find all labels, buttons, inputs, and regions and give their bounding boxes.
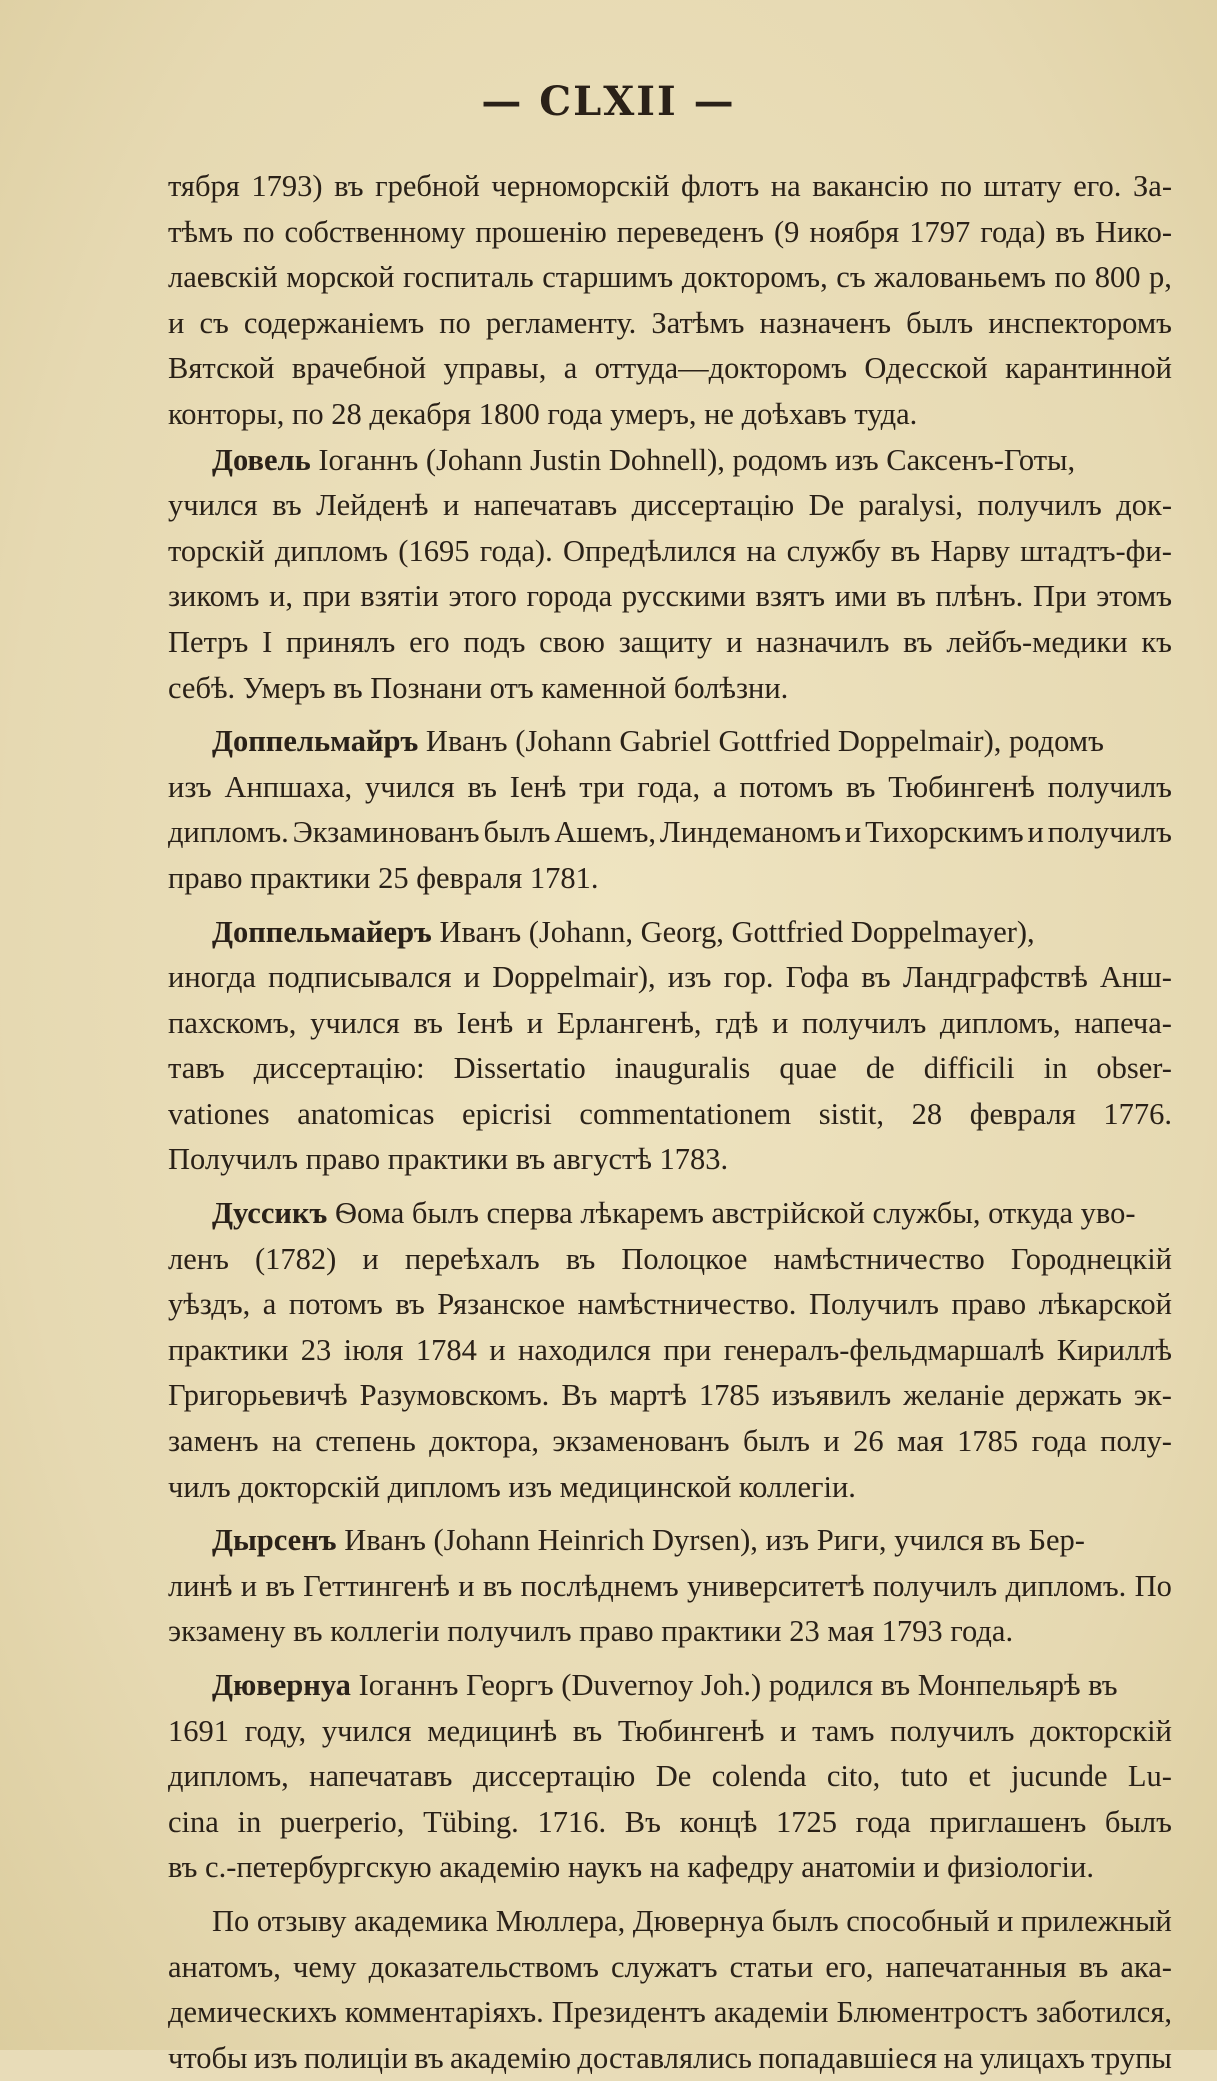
- text-line: уѣздъ, а потомъ въ Рязанское намѣстничество. Получилъ право лѣкарской: [168, 1287, 1172, 1322]
- paragraph-continuation: [168, 164, 1172, 438]
- text-line: демическихъ комментаріяхъ. Президентъ академіи Блюментростъ заботился,: [168, 1995, 1172, 2030]
- text-line: конторы, по 28 декабря 1800 года умеръ, не доѣхавъ туда.: [168, 396, 918, 431]
- text-line: себѣ. Умеръ въ Познани отъ каменной болѣзни.: [168, 670, 789, 705]
- text-line: и съ содержаніемъ по регламенту. Затѣмъ назначенъ былъ инспекторомъ: [168, 305, 1172, 340]
- text-line: ленъ (1782) и переѣхалъ въ Полоцкое намѣстничество Городнецкій: [168, 1241, 1172, 1276]
- text-line: [168, 1518, 1172, 1564]
- text-line: тября 1793) въ гребной черноморскій флотъ на вакансію по штату его. За-: [168, 169, 1172, 203]
- text-line: тѣмъ по собственному прошенію переведенъ (9 ноября 1797 года) въ Нико-: [168, 214, 1172, 249]
- text-line: 1691 году, учился медицинѣ въ Тюбингенѣ и тамъ получилъ докторскій: [168, 1713, 1172, 1748]
- text-line: торскій дипломъ (1695 года). Опредѣлился на службу въ Нарву штадтъ-фи-: [168, 533, 1172, 568]
- text-line: зикомъ и, при взятіи этого города русскими взятъ ими въ плѣнъ. При этомъ: [168, 579, 1172, 614]
- text-line: тавъ диссертацію: Dissertatio inauguralis quae de difficili in obser-: [168, 1051, 1172, 1086]
- body-text: [168, 164, 1172, 2081]
- text-line: Вятской врачебной управы, а оттуда—докторомъ Одесской карантинной: [168, 351, 1172, 386]
- entry-dyrsen: [168, 1518, 1172, 1655]
- entry-dussik: [168, 1191, 1172, 1510]
- text-line: чилъ докторскій дипломъ изъ медицинской коллегіи.: [168, 1469, 856, 1504]
- paragraph-mueller: [168, 1899, 1172, 2081]
- text-line: линѣ и въ Геттингенѣ и въ послѣднемъ университетѣ получилъ дипломъ. По: [168, 1568, 1172, 1603]
- entry-duvernoy: [168, 1663, 1172, 1891]
- page-number: — CLXII —: [481, 78, 736, 125]
- entry-first-line: Иванъ (Johann Heinrich Dyrsen), изъ Риги, учился въ Бер-: [344, 1523, 1085, 1558]
- text-line: vationes anatomicas epicrisi commentationem sistit, 28 февраля 1776.: [168, 1096, 1172, 1131]
- text-line: cina in puerperio, Tübing. 1716. Въ концѣ 1725 года приглашенъ былъ: [168, 1804, 1172, 1839]
- text-line: иногда подписывался и Doppelmair), изъ гор. Гофа въ Ландграфствѣ Анш-: [168, 960, 1172, 995]
- entry-term: Доппельмайеръ: [212, 914, 432, 949]
- entry-term: Дювернуа: [212, 1668, 351, 1702]
- text-line: учился въ Лейденѣ и напечатавъ диссертацію De paralysi, получилъ док-: [168, 488, 1172, 523]
- entry-first-line: Иванъ (Johann, Georg, Gottfried Doppelmayer),: [439, 914, 1035, 949]
- text-line: пахскомъ, учился въ Іенѣ и Ерлангенѣ, гдѣ и получилъ дипломъ, напеча-: [168, 1005, 1172, 1040]
- entry-term: Дырсенъ: [212, 1523, 337, 1558]
- text-line: [168, 438, 1172, 484]
- text-line: изъ Анпшаха, учился въ Іенѣ три года, а потомъ въ Тюбингенѣ получилъ: [168, 769, 1172, 804]
- text-line: По отзыву академика Мюллера, Дювернуа былъ способный и прилежный: [212, 1903, 1172, 1938]
- entry-term: Доппельмайръ: [212, 724, 419, 759]
- text-line: Петръ I принялъ его подъ свою защиту и назначилъ въ лейбъ-медики къ: [168, 624, 1172, 659]
- text-line: лаевскій морской госпиталь старшимъ докторомъ, съ жалованьемъ по 800 р,: [168, 260, 1172, 295]
- text-line: Получилъ право практики въ августѣ 1783.: [168, 1142, 729, 1177]
- text-line: [168, 719, 1172, 765]
- text-line: Григорьевичѣ Разумовскомъ. Въ мартѣ 1785 изъявилъ желаніе держать эк-: [168, 1378, 1172, 1413]
- entry-first-line: Ѳома былъ сперва лѣкаремъ австрійской службы, откуда уво-: [334, 1196, 1136, 1231]
- entry-doppelmair: [168, 719, 1172, 901]
- text-line: экзамену въ коллегіи получилъ право практики 23 мая 1793 года.: [168, 1614, 1014, 1649]
- text-line: [168, 1663, 1172, 1709]
- entry-first-line: Иванъ (Johann Gabriel Gottfried Doppelmair), родомъ: [425, 724, 1104, 759]
- entry-doppelmayer: [168, 910, 1172, 1184]
- text-line: право практики 25 февраля 1781.: [168, 860, 599, 895]
- text-line: практики 23 іюля 1784 и находился при генералъ-фельдмаршалѣ Кириллѣ: [168, 1332, 1172, 1367]
- entry-first-line: Іоганнъ (Johann Justin Dohnell), родомъ изъ Саксенъ-Готы,: [318, 442, 1076, 477]
- text-line: [168, 910, 1172, 956]
- entry-term: Дуссикъ: [212, 1196, 328, 1231]
- entry-first-line: Іоганнъ Георгъ (Duvernoy Joh.) родился въ Монпельярѣ въ: [358, 1668, 1118, 1702]
- text-line: дипломъ, напечатавъ диссертацію De colenda cito, tuto et jucunde Lu-: [168, 1759, 1172, 1794]
- text-line: дипломъ. Экзаминованъ былъ Ашемъ, Линдеманомъ и Тихорскимъ и получилъ: [168, 815, 1172, 850]
- text-line: заменъ на степень доктора, экзаменованъ былъ и 26 мая 1785 года полу-: [168, 1424, 1172, 1459]
- text-line: чтобы изъ полиціи въ академію доставлялись попадавшіеся на улицахъ трупы: [168, 2040, 1172, 2075]
- text-line: анатомъ, чему доказательствомъ служатъ статьи его, напечатанныя въ ака-: [168, 1949, 1172, 1984]
- text-line: въ с.-петербургскую академію наукъ на кафедру анатоміи и физіологіи.: [168, 1850, 1094, 1885]
- text-line: [168, 1191, 1172, 1237]
- entry-dovel: [168, 438, 1172, 712]
- entry-term: Довель: [212, 442, 311, 477]
